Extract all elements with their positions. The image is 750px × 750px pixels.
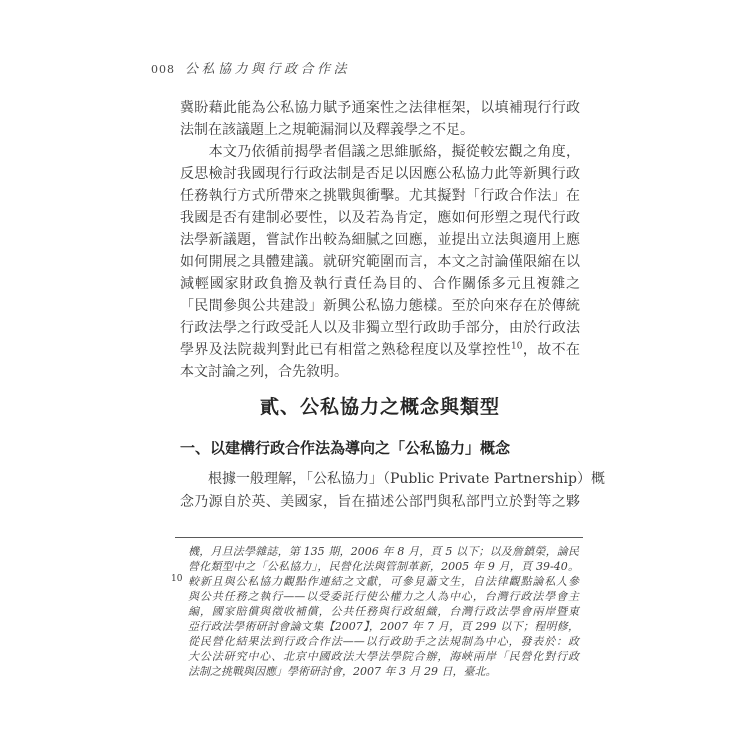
body-line: 法學新議題，嘗試作出較為細膩之回應，並提出立法與適用上應 bbox=[180, 232, 580, 248]
footnote-line: 大公法研究中心、北京中國政法大學法學院合辦，海峽兩岸「民營化對行政 bbox=[188, 650, 579, 663]
body-line: 如何開展之具體建議。就研究範圍而言，本文之討論僅限縮在以 bbox=[180, 254, 580, 270]
footnote-line: 較新且與公私協力觀點作連結之文獻，可參見蕭文生，自法律觀點論私人參 bbox=[188, 575, 579, 588]
footnote-separator bbox=[175, 537, 583, 538]
footnote-10 bbox=[171, 574, 579, 679]
paragraph-line: 根據一般理解，「公私協力」（Public Private Partnership）概 bbox=[180, 471, 605, 487]
footnote-line: 與公共任務之執行——以受委託行使公權力之人為中心，台灣行政法學會主 bbox=[188, 590, 579, 603]
body-line: 我國是否有建制必要性，以及若為肯定，應如何形塑之現代行政 bbox=[180, 210, 580, 226]
footnote-continuation-line: 營化類型中之「公私協力」，民營化法與管制革新，2005 年 9 月，頁 39-40。 bbox=[188, 560, 579, 573]
body-line: 反思檢討我國現行行政法制是否足以因應公私協力此等新興行政 bbox=[180, 166, 580, 182]
body-line: 減輕國家財政負擔及執行責任為目的、合作關係多元且複雜之 bbox=[180, 276, 580, 292]
body-line: 行政法學之行政受託人以及非獨立型行政助手部分，由於行政法 bbox=[180, 320, 580, 336]
body-line: 本文乃依循前揭學者倡議之思維脈絡，擬從較宏觀之角度， bbox=[180, 144, 580, 160]
body-text bbox=[180, 97, 580, 383]
body-line-text: ，故不在 bbox=[522, 342, 580, 358]
running-header bbox=[151, 58, 350, 77]
paragraph-line: 念乃源自於英、美國家，旨在描述公部門與私部門立於對等之夥 bbox=[180, 494, 580, 510]
body-line: 法制在該議題上之規範漏洞以及釋義學之不足。 bbox=[180, 122, 474, 138]
footnote-10-marker: 10 bbox=[171, 574, 183, 584]
page-number: 008 bbox=[151, 63, 175, 76]
section-paragraph bbox=[180, 468, 605, 514]
footnote-line: 法制之挑戰與因應」學術研討會，2007 年 3 月 29 日，臺北。 bbox=[188, 665, 497, 678]
footnote-continuation-line: 機，月旦法學雜誌，第 135 期，2006 年 8 月，頁 5 以下；以及詹鎮榮，論民 bbox=[188, 545, 579, 558]
footnote-ref-10: 10 bbox=[510, 341, 523, 352]
footnote-line: 編，國家賠償與徵收補償，公共任務與行政組織，台灣行政法學會兩岸暨東 bbox=[188, 605, 579, 618]
body-line: 冀盼藉此能為公私協力賦予通案性之法律框架，以填補現行行政 bbox=[180, 100, 580, 116]
section-heading: 貳、公私協力之概念與類型 bbox=[259, 396, 500, 418]
footnote-block bbox=[171, 544, 579, 679]
footnote-line: 亞行政法學術研討會論文集【2007】，2007 年 7 月，頁 299 以下；程明修， bbox=[188, 620, 579, 633]
body-line-text: 學界及法院裁判對此已有相當之熟稔程度以及掌控性 bbox=[180, 342, 511, 358]
body-line: 本文討論之列，合先敘明。 bbox=[180, 364, 348, 380]
book-title: 公私協力與行政合作法 bbox=[185, 62, 351, 77]
footnote-line: 從民營化結果法到行政合作法——以行政助手之法規制為中心，發表於：政 bbox=[188, 635, 579, 648]
body-line: 任務執行方式所帶來之挑戰與衝擊。尤其擬對「行政合作法」在 bbox=[180, 188, 580, 204]
body-line: 「民間參與公共建設」新興公私協力態樣。至於向來存在於傳統 bbox=[180, 298, 580, 314]
subsection-heading: 一、以建構行政合作法為導向之「公私協力」概念 bbox=[180, 439, 511, 457]
body-line-with-footnote-ref bbox=[180, 339, 580, 361]
